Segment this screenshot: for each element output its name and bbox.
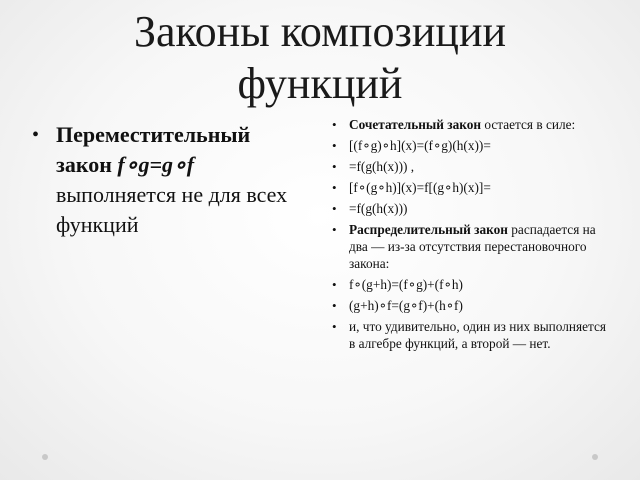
formula-line: (g+h)∘f=(g∘f)+(h∘f) <box>349 298 463 313</box>
bullet-icon: • <box>32 124 40 146</box>
list-item <box>330 276 615 293</box>
formula-line: =f(g(h(x))) <box>349 201 408 216</box>
conclusion-text: и, что удивительно, один из них выполняется в алгебре функций, а второй — нет. <box>349 319 607 351</box>
commutative-law-text <box>56 120 302 240</box>
bullet-icon: • <box>332 277 337 292</box>
distributive-law-description: распадается на два — из-за отсутствия перестановочного закона: <box>349 222 596 271</box>
bullet-icon: • <box>332 138 337 153</box>
bullet-icon: • <box>332 159 337 174</box>
commutative-formula: f∘g=g∘f <box>117 152 195 177</box>
bullet-icon: • <box>332 180 337 195</box>
distributive-law-name: Распределительный закон <box>349 222 508 237</box>
commutative-law-name: Переместительный закон <box>56 122 251 177</box>
slide-title <box>0 6 640 110</box>
formula-line: [f∘(g∘h)](x)=f[(g∘h)(x)]= <box>349 180 491 195</box>
laws-list-block <box>330 116 615 356</box>
associative-law-name: Сочетательный закон <box>349 117 482 132</box>
list-item <box>330 158 615 175</box>
list-item <box>330 318 615 352</box>
bullet-icon: • <box>332 319 337 334</box>
decorative-dot-icon <box>592 454 598 460</box>
formula-line: =f(g(h(x))) , <box>349 159 415 174</box>
commutative-law-block <box>32 120 302 240</box>
decorative-dot-icon <box>42 454 48 460</box>
slide-title-line1: Законы композиции <box>133 7 507 56</box>
list-item <box>330 297 615 314</box>
commutative-law-description: выполняется не для всех функций <box>56 182 288 237</box>
formula-line: f∘(g+h)=(f∘g)+(f∘h) <box>349 277 463 292</box>
list-item <box>330 179 615 196</box>
bullet-icon: • <box>332 201 337 216</box>
bullet-icon: • <box>332 117 337 132</box>
formula-line: [(f∘g)∘h](x)=(f∘g)(h(x))= <box>349 138 491 153</box>
bullet-icon: • <box>332 298 337 313</box>
laws-list <box>330 116 615 352</box>
associative-law-description: остается в силе: <box>484 117 576 132</box>
bullet-icon: • <box>332 222 337 237</box>
list-item <box>330 137 615 154</box>
list-item <box>330 116 615 133</box>
list-item <box>330 200 615 217</box>
slide-title-line2: функций <box>237 59 403 108</box>
list-item <box>330 221 615 272</box>
